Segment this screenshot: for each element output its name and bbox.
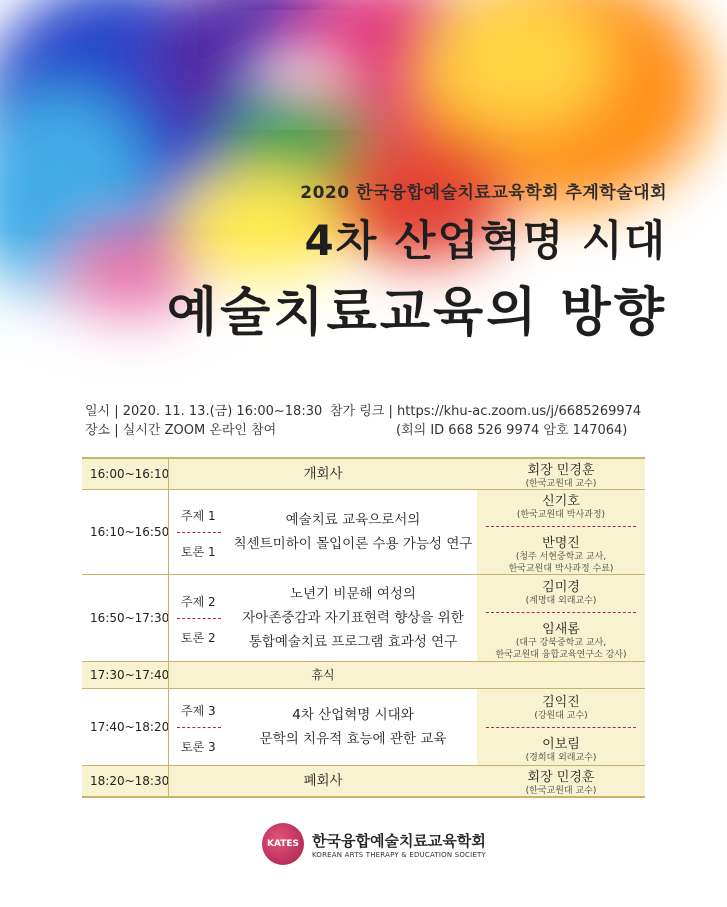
event-date: 일시 | 2020. 11. 13.(금) 16:00~18:30 (85, 404, 323, 419)
topic-label: 주제 2 (181, 594, 216, 609)
topic-label: 주제 3 (181, 703, 216, 718)
row-content (229, 689, 477, 765)
speaker-name: 김미경 (542, 579, 580, 595)
row-content: 개회사 (168, 459, 477, 489)
discussant-affiliation: 한국교원대 융합교육연구소 강사) (495, 649, 627, 660)
row-speaker (477, 575, 645, 661)
row-topic-labels (168, 490, 229, 574)
discussant-affiliation: (대구 강북중학교 교사, (515, 637, 607, 648)
dashed-divider (486, 526, 636, 527)
zoom-link[interactable]: 참가 링크 | https://khu-ac.zoom.us/j/6685269974 (330, 404, 642, 419)
speaker-name: 회장 민경훈 (527, 462, 595, 478)
schedule-row (82, 457, 645, 490)
zoom-meeting-id: (회의 ID 668 526 9974 암호 147064) (396, 423, 628, 438)
discussant-affiliation: (청주 서현중학교 교사, (515, 551, 607, 562)
row-time: 16:10~16:50 (90, 525, 170, 539)
row-time: 16:00~16:10 (90, 467, 170, 481)
society-logo (262, 823, 486, 865)
speaker-affiliation: (한국교원대 박사과정) (516, 509, 606, 520)
dashed-divider (486, 612, 636, 613)
row-topic-labels (168, 575, 229, 661)
content-line: 예술치료 교육으로서의 (285, 512, 421, 528)
row-speaker (477, 689, 645, 765)
event-info-right (330, 402, 641, 440)
event-title-line1: 4차 산업혁명 시대 (304, 216, 667, 265)
content-line: 노년기 비문해 여성의 (290, 586, 416, 602)
event-subtitle: 2020 한국융합예술치료교육학회 추계학술대회 (300, 183, 667, 203)
row-time: 17:40~18:20 (90, 720, 170, 734)
row-content (229, 490, 477, 574)
topic-label: 주제 1 (181, 508, 216, 523)
event-info-left (85, 402, 322, 440)
kates-badge: KATES (262, 823, 304, 865)
row-time: 17:30~17:40 (90, 668, 170, 682)
dashed-divider (486, 727, 636, 728)
speaker-affiliation: (한국교원대 교수) (525, 785, 597, 796)
content-line: 문학의 치유적 효능에 관한 교육 (259, 731, 447, 747)
content-line: 자아존중감과 자기표현력 향상을 위한 (242, 610, 464, 626)
content-line: 통합예술치료 프로그램 효과성 연구 (248, 634, 458, 650)
row-content: 휴식 (168, 662, 477, 688)
row-time: 16:50~17:30 (90, 611, 170, 625)
discussion-label: 토론 3 (181, 739, 216, 754)
row-topic-labels (168, 689, 229, 765)
discussant-affiliation: 한국교원대 박사과정 수료) (508, 563, 614, 574)
speaker-name: 김익진 (542, 694, 580, 710)
row-speaker (477, 766, 645, 796)
row-time: 18:20~18:30 (90, 774, 170, 788)
discussant-name: 반명진 (542, 535, 580, 551)
discussant-affiliation: (경희대 외래교수) (525, 752, 597, 763)
row-speaker (477, 459, 645, 489)
speaker-name: 회장 민경훈 (527, 769, 595, 785)
schedule-table (82, 457, 645, 798)
society-name-kr: 한국융합예술치료교육학회 (312, 831, 486, 850)
row-speaker-empty (477, 662, 645, 688)
schedule-row (82, 662, 645, 689)
event-place: 장소 | 실시간 ZOOM 온라인 참여 (85, 423, 277, 438)
discussant-name: 이보림 (542, 736, 580, 752)
event-title-line2: 예술치료교육의 방향 (166, 283, 667, 343)
schedule-row (82, 490, 645, 575)
content-line: 4차 산업혁명 시대와 (292, 707, 414, 723)
row-content: 폐회사 (168, 766, 477, 796)
discussion-label: 토론 2 (181, 630, 216, 645)
row-speaker (477, 490, 645, 574)
schedule-row (82, 575, 645, 662)
row-content (229, 575, 477, 661)
discussion-label: 토론 1 (181, 544, 216, 559)
schedule-row (82, 689, 645, 766)
society-name-en: KOREAN ARTS THERAPY & EDUCATION SOCIETY (312, 850, 486, 859)
speaker-affiliation: (강원대 교수) (534, 710, 588, 721)
speaker-affiliation: (계명대 외래교수) (525, 595, 597, 606)
speaker-affiliation: (한국교원대 교수) (525, 478, 597, 489)
schedule-row (82, 766, 645, 798)
content-line: 칙센트미하이 몰입이론 수용 가능성 연구 (233, 536, 473, 552)
speaker-name: 신기호 (542, 493, 580, 509)
discussant-name: 임새롬 (542, 621, 580, 637)
